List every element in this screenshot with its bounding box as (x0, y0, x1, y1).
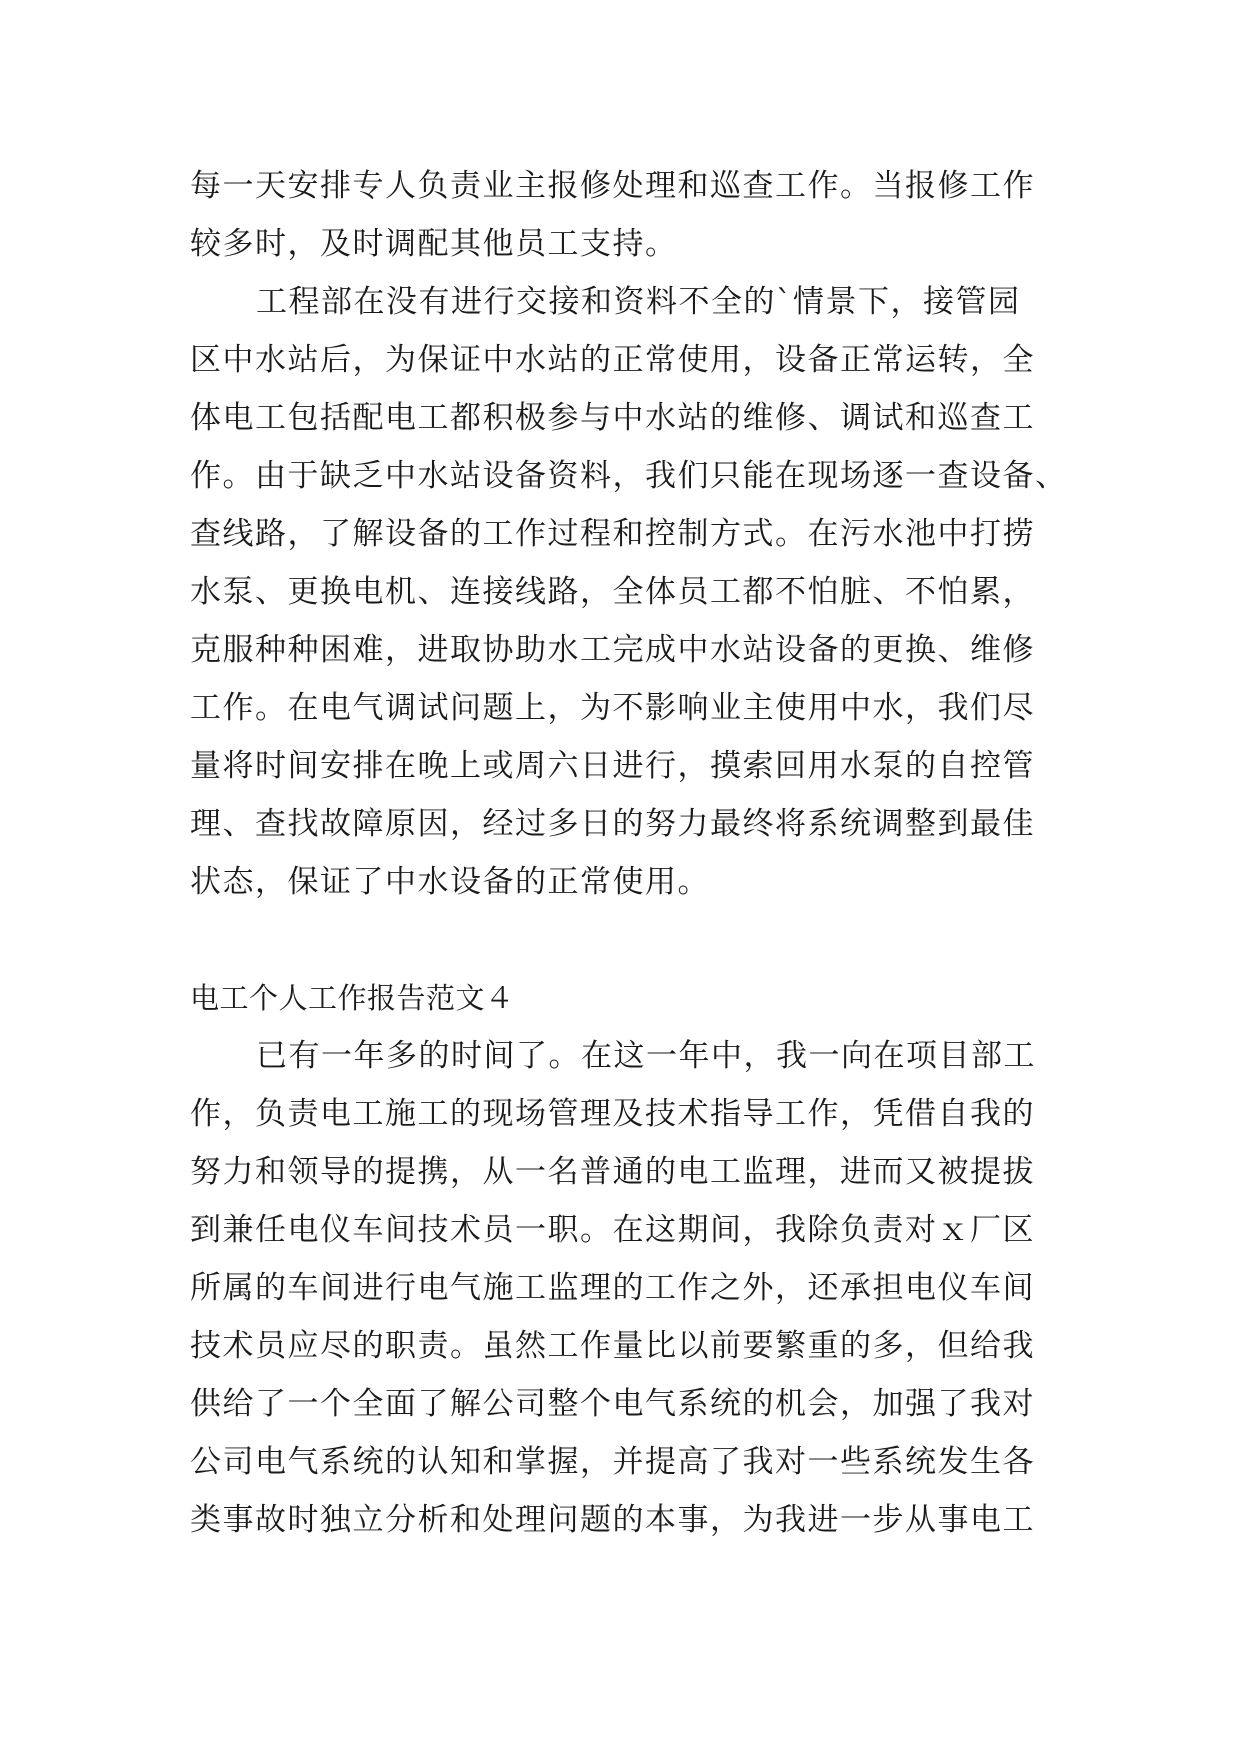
text-line: 作，负责电工施工的现场管理及技术指导工作，凭借自我的 (190, 1096, 1035, 1132)
text-line: 体电工包括配电工都积极参与中水站的维修、调试和巡查工 (190, 400, 1035, 436)
text-line: 作。由于缺乏中水站设备资料，我们只能在现场逐一查设备、 (190, 458, 1068, 494)
text-line: 供给了一个全面了解公司整个电气系统的机会，加强了我对 (190, 1386, 1035, 1422)
text-line: 到兼任电仪车间技术员一职。在这期间，我除负责对ｘ厂区 (190, 1212, 1035, 1248)
text-line: 工程部在没有进行交接和资料不全的`情景下，接管园 (256, 284, 1021, 320)
text-line: 水泵、更换电机、连接线路，全体员工都不怕脏、不怕累， (190, 574, 1035, 610)
text-line: 克服种种困难，进取协助水工完成中水站设备的更换、维修 (190, 632, 1035, 668)
text-line: 类事故时独立分析和处理问题的本事，为我进一步从事电工 (190, 1502, 1035, 1538)
text-line: 努力和领导的提携，从一名普通的电工监理，进而又被提拔 (190, 1154, 1035, 1190)
section-spacer (190, 911, 1050, 969)
text-line: 区中水站后，为保证中水站的正常使用，设备正常运转，全 (190, 342, 1035, 378)
text-line: 量将时间安排在晚上或周六日进行，摸索回用水泵的自控管 (190, 748, 1035, 784)
text-line: 公司电气系统的认知和掌握，并提高了我对一些系统发生各 (190, 1444, 1035, 1480)
paragraph (190, 273, 1068, 911)
text-line: 较多时，及时调配其他员工支持。 (190, 226, 678, 262)
text-line: 所属的车间进行电气施工监理的工作之外，还承担电仪车间 (190, 1270, 1035, 1306)
text-line: 已有一年多的时间了。在这一年中，我一向在项目部工 (256, 1038, 1036, 1074)
text-line: 理、查找故障原因，经过多日的努力最终将系统调整到最佳 (190, 806, 1035, 842)
paragraph (190, 157, 1050, 273)
text-line: 查线路，了解设备的工作过程和控制方式。在污水池中打捞 (190, 516, 1035, 552)
text-line: 状态，保证了中水设备的正常使用。 (190, 864, 710, 900)
text-line: 技术员应尽的职责。虽然工作量比以前要繁重的多，但给我 (190, 1328, 1035, 1364)
text-line: 工作。在电气调试问题上，为不影响业主使用中水，我们尽 (190, 690, 1035, 726)
document-body (190, 157, 1068, 1549)
paragraph (190, 1027, 1050, 1549)
section-heading: 电工个人工作报告范文４ (190, 981, 515, 1015)
text-line: 每一天安排专人负责业主报修处理和巡查工作。当报修工作 (190, 168, 1035, 204)
